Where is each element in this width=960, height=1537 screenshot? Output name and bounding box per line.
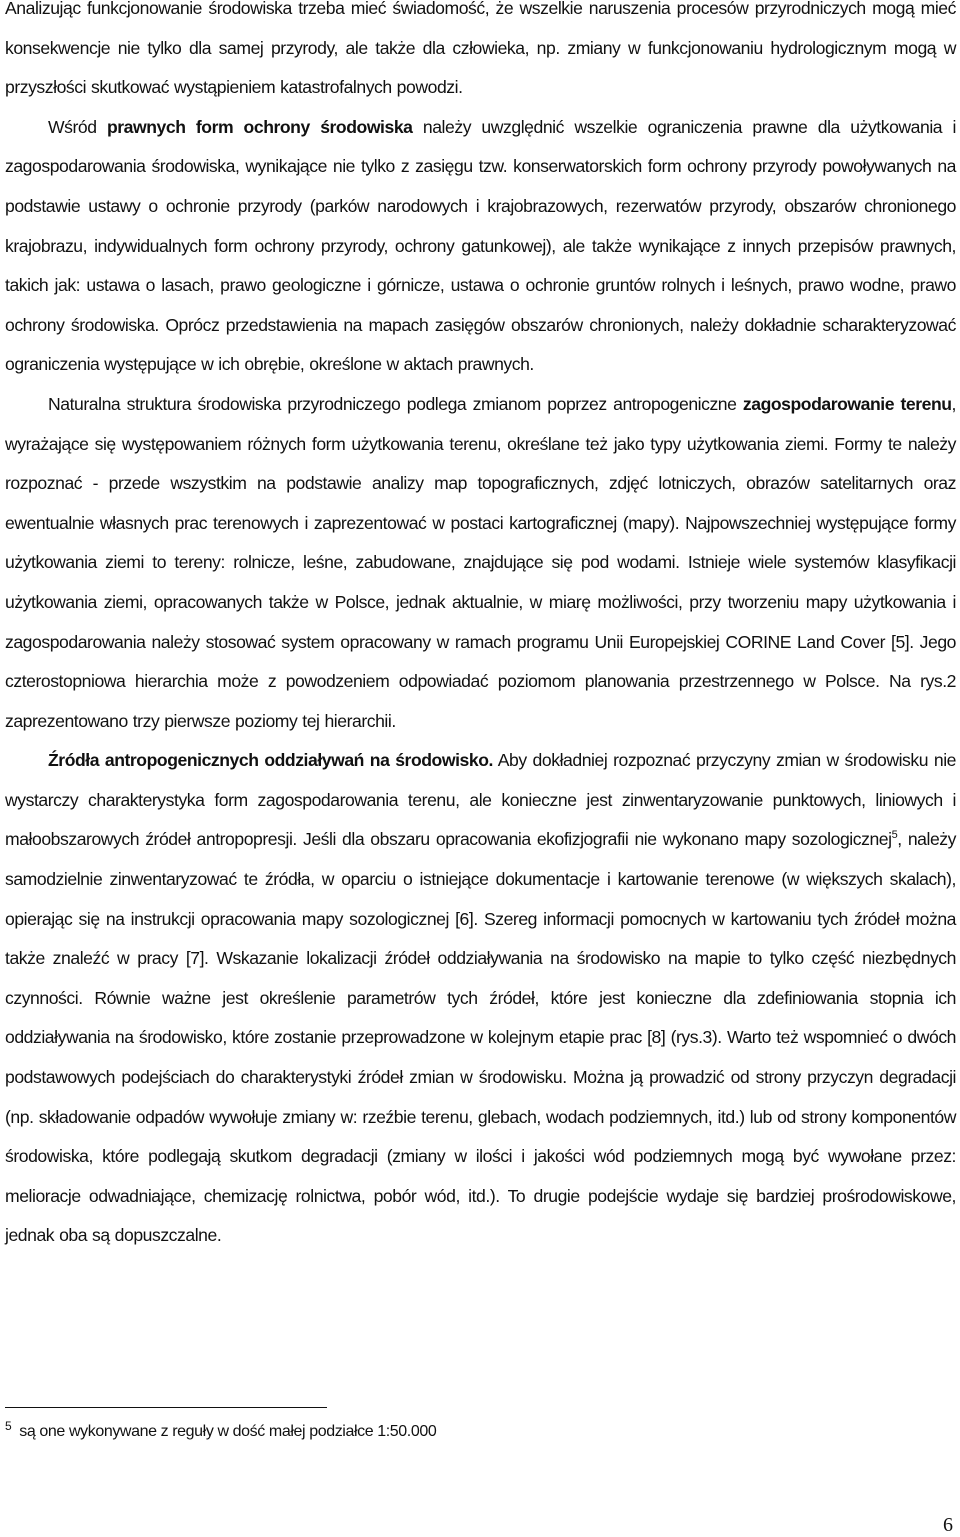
paragraph-anthropogenic-sources-part2: , należy samodzielnie zinwentaryzować te źródła, w oparciu o istniejące dokumentacje i kartowanie terenowe (w większych skalach), opierając się na instrukcji opracowania mapy sozologicznej [6]. Szereg informacji pomocnych w kartowaniu tych źródeł można także znaleźć w pracy [7]. Wskazanie lokalizacji źródeł oddziaływania na środowisko na mapie to tylko część niezbędnych czynności. Równie ważne jest określenie parametrów tych źródeł, które jest konieczne dla zdefiniowania stopnia ich oddziaływania na środowisko, które zostanie przeprowadzone w kolejnym etapie prac [8] (rys.3). Warto też wspomnieć o dwóch podstawowych podejściach do charakterystyki źródeł zmian w środowisku. Można ją prowadzić od strony przyczyn degradacji (np. składowanie odpadów wywołuje zmiany w: rzeźbie terenu, glebach, wodach podziemnych, itd.) lub od strony komponentów środowiska, które podlegają skutkom degradacji (zmiany w ilości i jakości wód podziemnych mogą być wywołane przez: melioracje odwadniające, chemizację rolnictwa, pobór wód, itd.). To drugie podejście wydaje się bardziej prośrodowiskowe, jednak oba są dopuszczalne. bbox=[5, 829, 956, 1246]
term-legal-protection-forms: prawnych form ochrony środowiska bbox=[106, 116, 413, 137]
paragraph-anthropogenic-sources bbox=[5, 741, 956, 1256]
paragraph-legal-protection-rest: należy uwzględnić wszelkie ograniczenia prawne dla użytkowania i zagospodarowania środowiska, wynikające nie tylko z zasięgu tzw. konserwatorskich form ochrony przyrody powoływanych na podstawie ustawy o ochronie przyrody (parków narodowych i krajobrazowych, rezerwatów przyrody, obszarów chronionego krajobrazu, indywidualnych form ochrony przyrody, ochrony gatunkowej), ale także wynikające z innych przepisów prawnych, takich jak: ustawa o lasach, prawo geologiczne i górnicze, ustawa o ochronie gruntów rolnych i leśnych, prawo wodne, prawo ochrony środowiska. Oprócz przedstawienia na mapach zasięgów obszarów chronionych, należy dokładnie scharakteryzować ograniczenia występujące w ich obrębie, określone w aktach prawnych. bbox=[5, 116, 956, 375]
paragraph-land-use-lead: Naturalna struktura środowiska przyrodniczego podlega zmianom poprzez antropogeniczne bbox=[48, 393, 743, 414]
footnote-reference[interactable]: 5 bbox=[891, 829, 898, 842]
footnote-separator bbox=[5, 1407, 327, 1408]
paragraph-land-use-rest: , wyrażające się występowaniem różnych form użytkowania terenu, określane też jako typy użytkowania ziemi. Formy te należy rozpoznać - przede wszystkim na podstawie analizy map topograficznych, zdjęć lotniczych, obrazów satelitarnych oraz ewentualnie własnych prac terenowych i zaprezentować w postaci kartograficznej (mapy). Najpowszechniej występujące formy użytkowania ziemi to tereny: rolnicze, leśne, zabudowane, znajdujące się pod wodami. Istnieje wiele systemów klasyfikacji użytkowania ziemi, opracowanych także w Polsce, jednak aktualnie, w miarę możliwości, przy tworzeniu mapy użytkowania i zagospodarowania należy stosować system opracowany w ramach programu Unii Europejskiej CORINE Land Cover [5]. Jego czterostopniowa hierarchia może z powodzeniem odpowiadać poziomom planowania przestrzennego w Polsce. Na rys.2 zaprezentowano trzy pierwsze poziomy tej hierarchii. bbox=[5, 393, 956, 731]
footnote-text: są one wykonywane z reguły w dość małej podziałce 1:50.000 bbox=[19, 1423, 437, 1440]
paragraph-land-use bbox=[5, 385, 956, 741]
document-body bbox=[5, 0, 956, 1256]
footnote bbox=[5, 1415, 436, 1443]
footnote-number: 5 bbox=[5, 1419, 12, 1433]
paragraph-legal-protection bbox=[5, 108, 956, 385]
heading-anthropogenic-sources: Źródła antropogenicznych oddziaływań na środowisko. bbox=[48, 750, 493, 771]
paragraph-hydrology bbox=[5, 0, 956, 108]
paragraph-legal-protection-lead: Wśród bbox=[48, 116, 107, 137]
paragraph-anthropogenic-sources-part1: Aby dokładniej rozpoznać przyczyny zmian w środowisku nie wystarczy charakterystyka form zagospodarowania terenu, ale konieczne jest zinwentaryzowanie punktowych, liniowych i małoobszarowych źródeł antropopresji. Jeśli dla obszaru opracowania ekofizjografii nie wykonano mapy sozologicznej bbox=[5, 750, 957, 850]
paragraph-hydrology-text: Analizując funkcjonowanie środowiska trzeba mieć świadomość, że wszelkie naruszenia procesów przyrodniczych mogą mieć konsekwencje nie tylko dla samej przyrody, ale także dla człowieka, np. zmiany w funkcjonowaniu hydrologicznym mogą w przyszłości skutkować wystąpieniem katastrofalnych powodzi. bbox=[5, 0, 956, 98]
term-land-development: zagospodarowanie terenu bbox=[742, 393, 952, 414]
page-number: 6 bbox=[943, 1514, 953, 1536]
